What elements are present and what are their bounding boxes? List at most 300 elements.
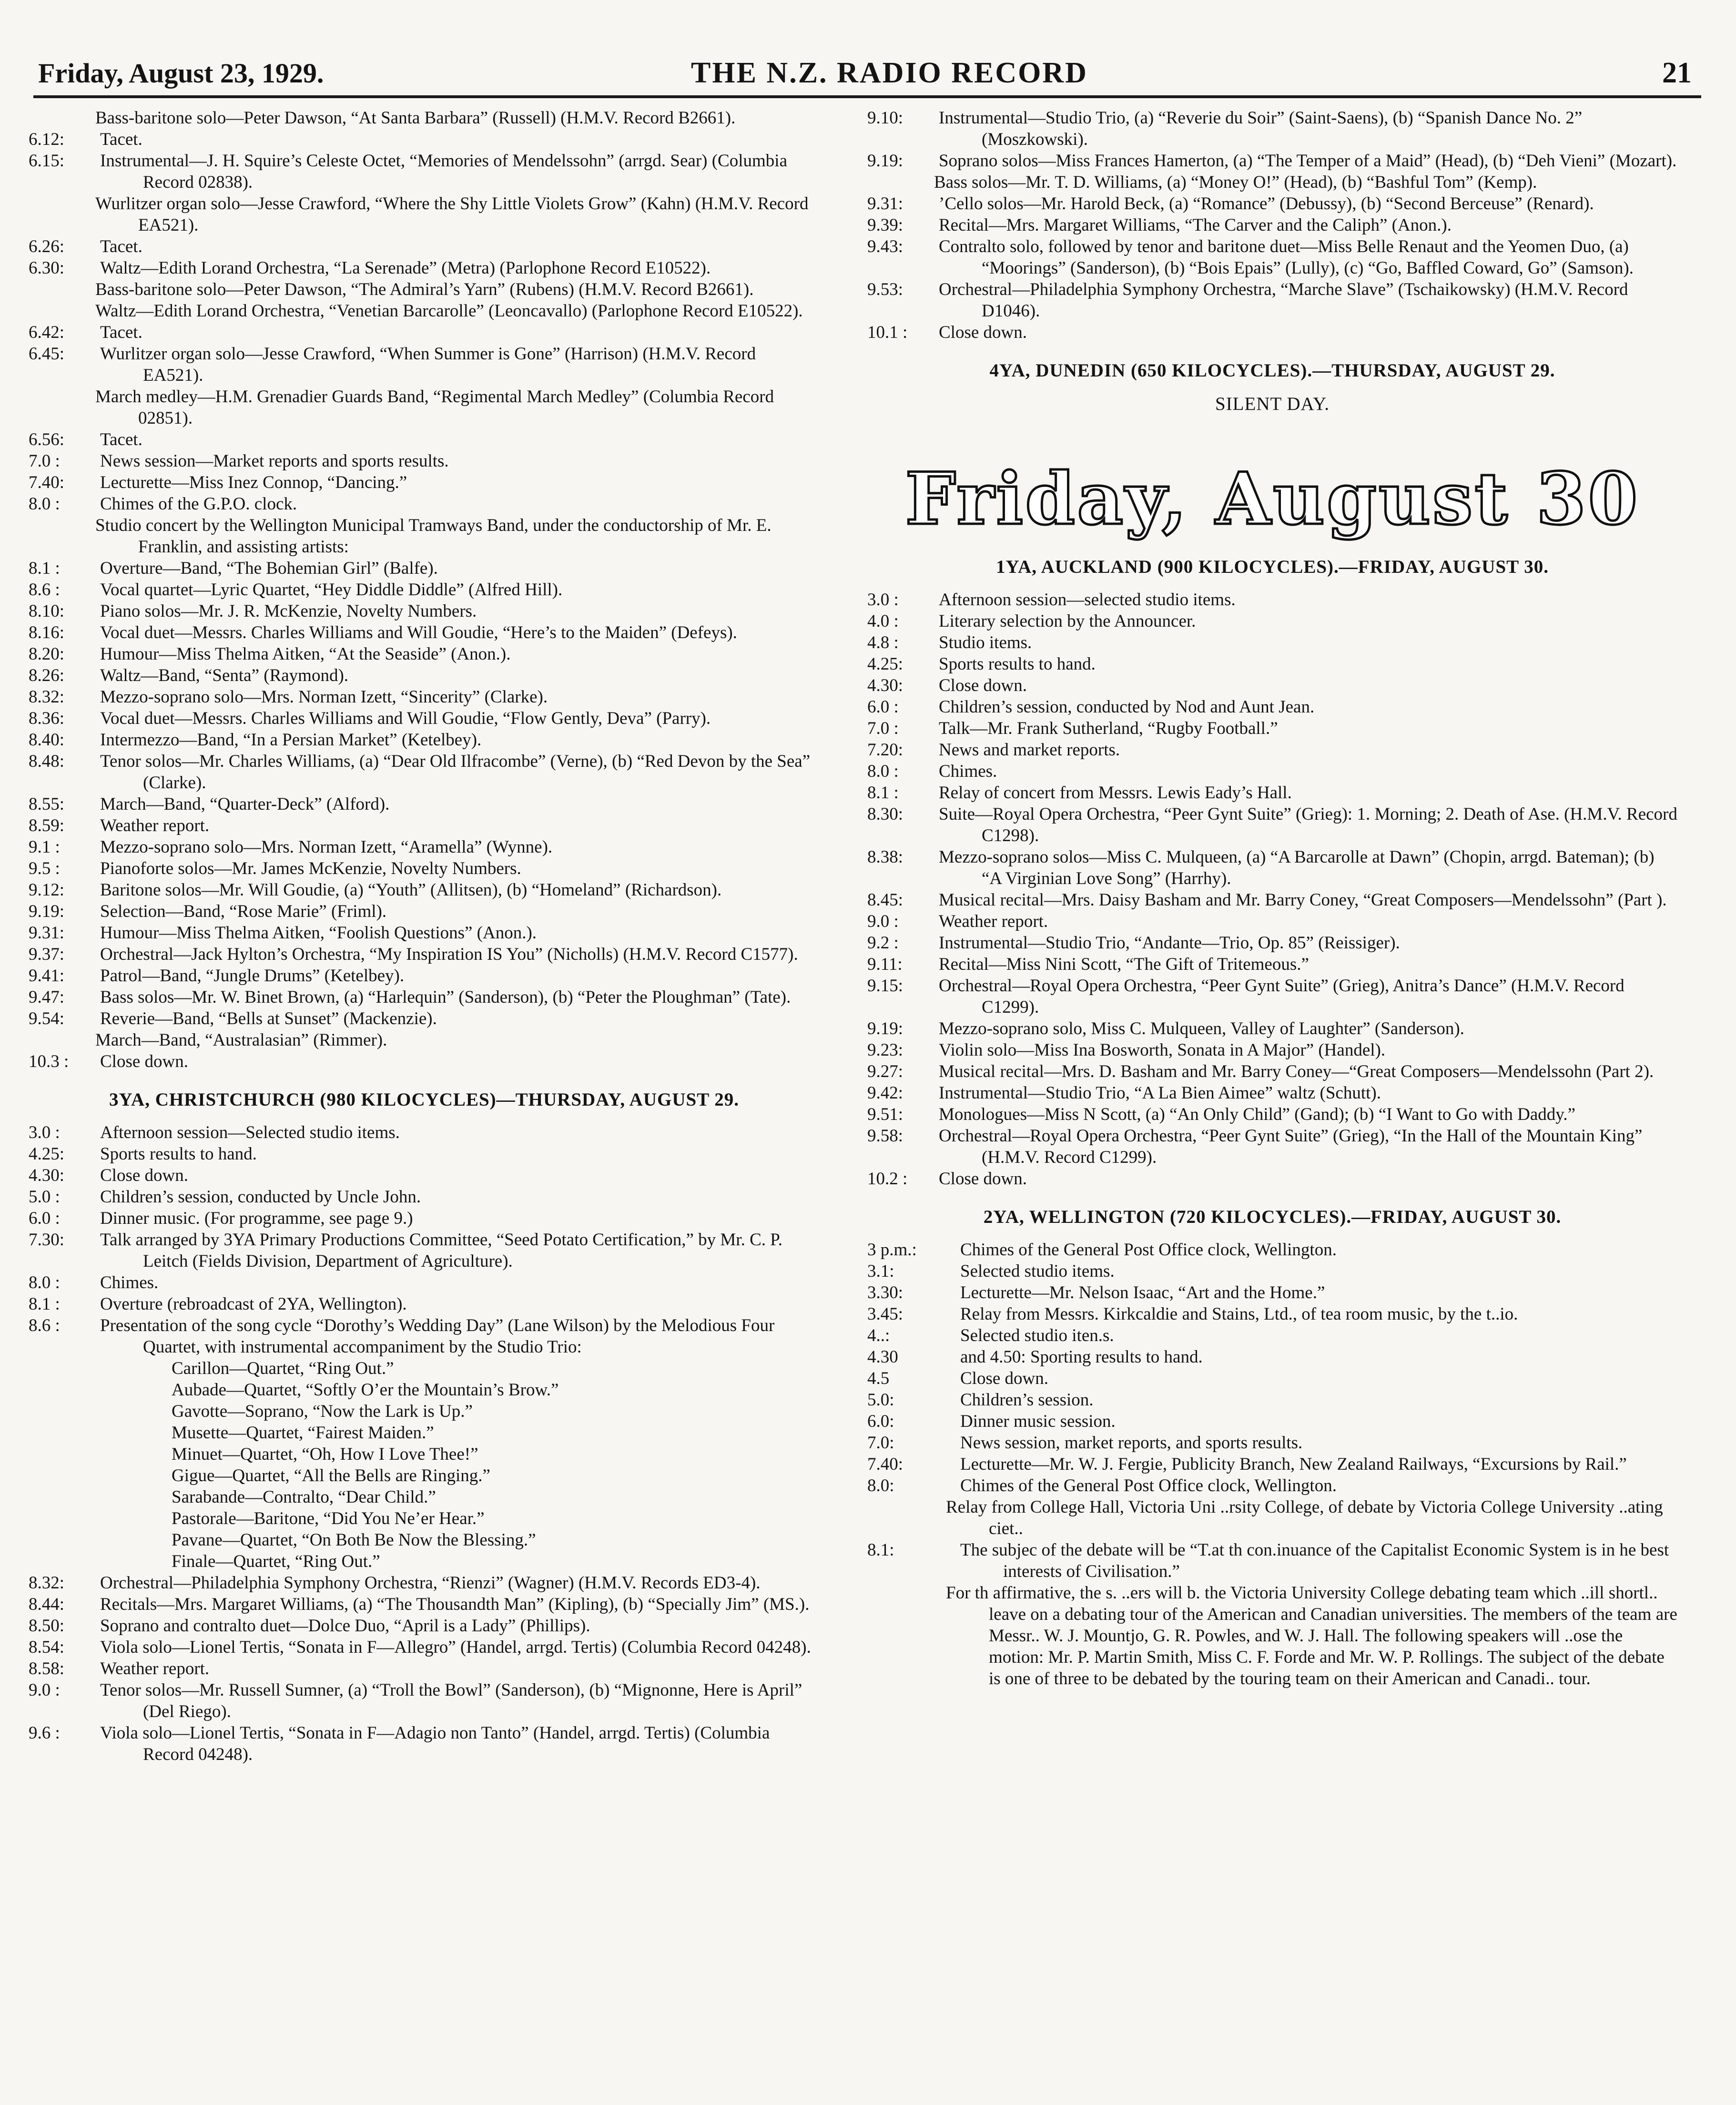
entry-description: Afternoon session—Selected studio items. <box>100 1123 400 1142</box>
entry-description: Musette—Quartet, “Fairest Maiden.” <box>172 1423 434 1443</box>
entry-time: 9.51: <box>867 1105 904 1124</box>
entry-time: 6.42: <box>29 323 65 342</box>
entry-time: 8.50: <box>29 1616 65 1636</box>
programme-entry <box>29 1315 820 1358</box>
entry-time: 5.0 : <box>29 1187 60 1207</box>
programme-entry <box>29 107 820 129</box>
programme-entry <box>867 1368 1677 1389</box>
programme-entry <box>867 1539 1677 1582</box>
entry-description: Tenor solos—Mr. Russell Sumner, (a) “Troll the Bowl” (Sanderson), (b) “Mignonne, Here is April” (Del Riego). <box>100 1680 802 1721</box>
entry-description: News session—Market reports and sports results. <box>100 451 449 471</box>
programme-entry <box>29 622 820 643</box>
programme-entry <box>29 343 820 386</box>
entry-description: Piano solos—Mr. J. R. McKenzie, Novelty Numbers. <box>100 601 477 621</box>
entry-description: Finale—Quartet, “Ring Out.” <box>172 1552 380 1571</box>
entry-description: Talk arranged by 3YA Primary Productions Committee, “Seed Potato Certification,” by Mr. C. P. Leitch (Fields Division, Department of Agriculture). <box>100 1230 782 1271</box>
programme-entry <box>29 515 820 558</box>
programme-entry <box>867 279 1677 322</box>
entry-description: Overture (rebroadcast of 2YA, Wellington). <box>100 1294 407 1314</box>
entry-time: 4.30 <box>867 1347 898 1367</box>
entry-time: 4.25: <box>29 1144 65 1164</box>
entry-time: 8.55: <box>29 794 65 814</box>
programme-entry <box>29 1486 820 1508</box>
entry-time: 9.47: <box>29 987 65 1007</box>
entry-description: Mezzo-soprano solo—Mrs. Norman Izett, “Sincerity” (Clarke). <box>100 687 548 707</box>
entry-description: Bass-baritone solo—Peter Dawson, “At Santa Barbara” (Russell) (H.M.V. Record B2661). <box>95 108 736 128</box>
entry-time: 9.54: <box>29 1009 65 1028</box>
entry-description: Viola solo—Lionel Tertis, “Sonata in F—Allegro” (Handel, arrgd. Tertis) (Columbia Record 04248). <box>100 1637 811 1657</box>
christchurch-header: 3YA, CHRISTCHURCH (980 KILOCYCLES)—THURSDAY, AUGUST 29. <box>109 1089 740 1110</box>
programme-entry <box>867 589 1677 610</box>
entry-time: 4.30: <box>867 676 904 695</box>
programme-entry <box>867 975 1677 1018</box>
entry-description: Mezzo-soprano solo, Miss C. Mulqueen, Valley of Laughter” (Sanderson). <box>939 1019 1464 1038</box>
entry-description: Dinner music. (For programme, see page 9.) <box>100 1209 413 1228</box>
programme-entry <box>867 610 1677 632</box>
entry-description: Presentation of the song cycle “Dorothy’s Wedding Day” (Lane Wilson) by the Melodious Four Quartet, with instrumental accompaniment by the Studio Trio: <box>100 1316 775 1357</box>
entry-description: For th affirmative, the s. ..ers will b. the Victoria University College debating team which ..ill shortl.. leave on a debating tour of the American and Canadian universities. The members of the team are Messr.. W. J. Mountjo, G. R. Powles, and W. J. Hall. The following speakers will ..ose the motion: Mr. P. Martin Smith, Miss C. F. Forde and Mr. W. P. Rollings. The subject of the debate is one of three to be debated by the touring team on their American and Canadi.. tour. <box>946 1583 1677 1688</box>
programme-entry <box>867 932 1677 954</box>
entry-description: Vocal duet—Messrs. Charles Williams and Will Goudie, “Flow Gently, Deva” (Parry). <box>100 709 711 728</box>
entry-time: 9.37: <box>29 945 65 964</box>
auckland-header: 1YA, AUCKLAND (900 KILOCYCLES).—FRIDAY, AUGUST 30. <box>996 557 1549 577</box>
entry-description: Lecturette—Mr. Nelson Isaac, “Art and the Home.” <box>960 1283 1325 1302</box>
programme-entry <box>29 1029 820 1051</box>
christchurch-programme <box>29 1122 820 1765</box>
programme-entry <box>867 1454 1677 1475</box>
programme-entry <box>29 1551 820 1572</box>
entry-description: Orchestral—Philadelphia Symphony Orchestra, “Rienzi” (Wagner) (H.M.V. Records ED3-4). <box>100 1573 761 1593</box>
entry-time: 9.23: <box>867 1040 904 1060</box>
entry-time: 7.40: <box>29 473 65 492</box>
programme-entry <box>867 1125 1677 1168</box>
programme-entry <box>29 193 820 236</box>
entry-description: Sarabande—Contralto, “Dear Child.” <box>172 1487 436 1507</box>
programme-entry <box>29 815 820 836</box>
entry-description: Close down. <box>100 1052 188 1071</box>
entry-description: Soprano and contralto duet—Dolce Duo, “April is a Lady” (Phillips). <box>100 1616 590 1636</box>
entry-time: 9.31: <box>867 194 904 214</box>
entry-description: Selected studio iten.s. <box>960 1326 1114 1345</box>
entry-time: 3.0 : <box>29 1123 60 1142</box>
entry-description: Relay of concert from Messrs. Lewis Eady’s Hall. <box>939 783 1292 803</box>
programme-entry <box>867 761 1677 782</box>
entry-time: 8.0 : <box>29 1273 60 1292</box>
programme-entry <box>29 1529 820 1551</box>
entry-time: 7.30: <box>29 1230 65 1250</box>
entry-description: Tacet. <box>100 323 142 342</box>
entry-time: 9.19: <box>867 151 904 171</box>
programme-entry <box>29 1165 820 1186</box>
entry-time: 8.1: <box>867 1540 894 1560</box>
programme-entry <box>29 493 820 515</box>
entry-time: 8.45: <box>867 890 904 910</box>
programme-entry <box>867 322 1677 343</box>
entry-time: 8.1 : <box>29 1294 60 1314</box>
entry-time: 6.12: <box>29 130 65 149</box>
entry-description: Orchestral—Royal Opera Orchestra, “Peer Gynt Suite” (Grieg), “In the Hall of the Mountain King” (H.M.V. Record C1299). <box>939 1126 1643 1167</box>
programme-entry <box>867 1325 1677 1346</box>
programme-entry <box>867 1039 1677 1061</box>
programme-entry <box>867 1018 1677 1039</box>
entry-time: 8.1 : <box>29 559 60 578</box>
programme-entry <box>867 1104 1677 1125</box>
entry-description: Bass solos—Mr. T. D. Williams, (a) “Money O!” (Head), (b) “Bashful Tom” (Kemp). <box>934 173 1537 192</box>
entry-description: Instrumental—Studio Trio, (a) “Reverie du Soir” (Saint-Saens), (b) “Spanish Dance No. 2” (Moszkowski). <box>939 108 1583 149</box>
programme-entry <box>867 911 1677 932</box>
entry-description: Vocal duet—Messrs. Charles Williams and Will Goudie, “Here’s to the Maiden” (Defeys). <box>100 623 737 642</box>
entry-description: Relay from Messrs. Kirkcaldie and Stains, Ltd., of tea room music, by the t..io. <box>960 1304 1518 1324</box>
entry-description: News session, market reports, and sports results. <box>960 1433 1303 1453</box>
entry-time: 6.45: <box>29 344 65 364</box>
entry-description: Close down. <box>939 1169 1027 1189</box>
entry-time: 10.3 : <box>29 1052 69 1071</box>
entry-description: Gigue—Quartet, “All the Bells are Ringing.” <box>172 1466 490 1485</box>
programme-entry <box>29 793 820 815</box>
programme-entry <box>29 1272 820 1293</box>
entry-description: Selected studio items. <box>960 1261 1115 1281</box>
entry-description: Talk—Mr. Frank Sutherland, “Rugby Football.” <box>939 719 1278 738</box>
programme-entry <box>867 1261 1677 1282</box>
entry-time: 9.1 : <box>29 837 60 857</box>
page-number: 21 <box>1662 57 1692 89</box>
friday-banner: Friday, August 30 <box>905 457 1640 541</box>
programme-entry <box>29 665 820 686</box>
entry-description: Sports results to hand. <box>939 654 1096 674</box>
entry-time: 6.56: <box>29 430 65 449</box>
programme-entry <box>29 472 820 493</box>
entry-time: 8.32: <box>29 687 65 707</box>
entry-description: Baritone solos—Mr. Will Goudie, (a) “Youth” (Allitsen), (b) “Homeland” (Richardson). <box>100 880 722 900</box>
entry-time: 6.15: <box>29 151 65 171</box>
entry-description: and 4.50: Sporting results to hand. <box>960 1347 1203 1367</box>
entry-time: 8.1 : <box>867 783 899 803</box>
programme-entry <box>29 1293 820 1315</box>
programme-entry <box>867 172 1677 193</box>
programme-entry <box>867 1582 1677 1689</box>
entry-time: 8.30: <box>867 804 904 824</box>
programme-entry <box>867 107 1677 150</box>
entry-time: 8.40: <box>29 730 65 750</box>
programme-entry <box>29 450 820 472</box>
programme-entry <box>867 1346 1677 1368</box>
programme-entry <box>29 1379 820 1401</box>
programme-entry <box>29 858 820 879</box>
programme-entry <box>867 653 1677 675</box>
programme-entry <box>29 1401 820 1422</box>
entry-time: 9.53: <box>867 280 904 299</box>
programme-entry <box>29 686 820 708</box>
entry-time: 9.12: <box>29 880 65 900</box>
programme-entry <box>867 1411 1677 1432</box>
entry-time: 9.15: <box>867 976 904 996</box>
entry-time: 7.0: <box>867 1433 894 1453</box>
programme-entry <box>29 1051 820 1072</box>
entry-description: Mezzo-soprano solos—Miss C. Mulqueen, (a) “A Barcarolle at Dawn” (Chopin, arrgd. Bateman); (b) “A Virginian Love Song” (Harrhy). <box>939 847 1655 888</box>
dunedin-silent-day: SILENT DAY. <box>1215 394 1330 414</box>
masthead <box>33 43 1701 98</box>
programme-entry <box>29 1658 820 1679</box>
entry-description: Reverie—Band, “Bells at Sunset” (Mackenzie). <box>100 1009 437 1028</box>
entry-time: 9.42: <box>867 1083 904 1103</box>
entry-description: Musical recital—Mrs. D. Basham and Mr. Barry Coney—“Great Composers—Mendelssohn (Part 2). <box>939 1062 1654 1081</box>
programme-entry <box>29 1572 820 1594</box>
auckland-programme <box>867 589 1677 1190</box>
programme-entry <box>867 696 1677 718</box>
entry-description: Close down. <box>939 676 1027 695</box>
entry-description: Waltz—Edith Lorand Orchestra, “La Serenade” (Metra) (Parlophone Record E10522). <box>100 258 711 278</box>
entry-description: Vocal quartet—Lyric Quartet, “Hey Diddle Diddle” (Alfred Hill). <box>100 580 563 600</box>
entry-time: 8.32: <box>29 1573 65 1593</box>
programme-entry <box>29 1465 820 1486</box>
entry-time: 7.0 : <box>867 719 899 738</box>
entry-time: 9.58: <box>867 1126 904 1146</box>
entry-time: 4.30: <box>29 1166 65 1185</box>
entry-description: Soprano solos—Miss Frances Hamerton, (a) “The Temper of a Maid” (Head), (b) “Deh Vieni” (Mozart). <box>939 151 1677 171</box>
wellington-programme <box>867 1239 1677 1689</box>
programme-entry <box>867 718 1677 739</box>
programme-entry <box>29 322 820 343</box>
entry-description: Waltz—Edith Lorand Orchestra, “Venetian Barcarolle” (Leoncavallo) (Parlophone Record E10522). <box>95 301 803 321</box>
entry-time: 4..: <box>867 1326 890 1345</box>
entry-description: Orchestral—Royal Opera Orchestra, “Peer Gynt Suite” (Grieg), Anitra’s Dance” (H.M.V. Record C1299). <box>939 976 1624 1017</box>
programme-entry <box>29 279 820 300</box>
programme-entry <box>29 879 820 901</box>
entry-description: Pianoforte solos—Mr. James McKenzie, Novelty Numbers. <box>100 859 521 878</box>
entry-time: 9.2 : <box>867 933 899 953</box>
christchurch-programme-continued <box>867 107 1677 343</box>
entry-description: Relay from College Hall, Victoria Uni ..rsity College, of debate by Victoria College University ..ating ciet.. <box>946 1497 1663 1538</box>
entry-description: Minuet—Quartet, “Oh, How I Love Thee!” <box>172 1444 478 1464</box>
programme-entry <box>867 632 1677 653</box>
programme-entry <box>29 558 820 579</box>
entry-time: 8.38: <box>867 847 904 867</box>
entry-description: Weather report. <box>939 912 1048 931</box>
entry-time: 3.30: <box>867 1283 904 1302</box>
entry-description: Children’s session, conducted by Nod and Aunt Jean. <box>939 697 1315 717</box>
entry-time: 8.54: <box>29 1637 65 1657</box>
entry-time: 3.0 : <box>867 590 899 610</box>
programme-entry <box>867 1168 1677 1190</box>
entry-time: 8.10: <box>29 601 65 621</box>
entry-description: Instrumental—J. H. Squire’s Celeste Octet, “Memories of Mendelssohn” (arrgd. Sear) (Columbia Record 02838). <box>100 151 787 192</box>
entry-description: Sports results to hand. <box>100 1144 257 1164</box>
entry-description: March—Band, “Australasian” (Rimmer). <box>95 1030 387 1050</box>
programme-entry <box>29 751 820 793</box>
entry-description: Instrumental—Studio Trio, “Andante—Trio, Op. 85” (Reissiger). <box>939 933 1400 953</box>
entry-time: 6.30: <box>29 258 65 278</box>
programme-entry <box>29 944 820 965</box>
entry-description: Chimes. <box>100 1273 159 1292</box>
entry-description: Weather report. <box>100 1659 210 1678</box>
entry-time: 5.0: <box>867 1390 894 1410</box>
programme-entry <box>29 836 820 858</box>
entry-time: 6.26: <box>29 237 65 256</box>
entry-description: Wurlitzer organ solo—Jesse Crawford, “Where the Shy Little Violets Grow” (Kahn) (H.M.V. Record EA521). <box>95 194 809 235</box>
programme-entry <box>29 986 820 1008</box>
entry-time: 8.0: <box>867 1476 894 1495</box>
entry-time: 8.26: <box>29 666 65 685</box>
programme-entry <box>867 1061 1677 1082</box>
programme-entry <box>867 1239 1677 1261</box>
entry-description: Musical recital—Mrs. Daisy Basham and Mr. Barry Coney, “Great Composers—Mendelssohn” (Part ). <box>939 890 1667 910</box>
issue-date: Friday, August 23, 1929. <box>38 58 324 89</box>
entry-time: 4.8 : <box>867 633 899 652</box>
entry-description: Tacet. <box>100 130 142 149</box>
entry-description: Humour—Miss Thelma Aitken, “At the Seaside” (Anon.). <box>100 644 511 664</box>
programme-entry <box>867 1282 1677 1303</box>
entry-description: Violin solo—Miss Ina Bosworth, Sonata in A Major” (Handel). <box>939 1040 1386 1060</box>
entry-description: Gavotte—Soprano, “Now the Lark is Up.” <box>172 1402 473 1421</box>
programme-entry <box>29 1186 820 1208</box>
entry-time: 7.0 : <box>29 451 60 471</box>
programme-entry <box>29 922 820 944</box>
programme-entry <box>29 1722 820 1765</box>
programme-entry <box>29 901 820 922</box>
programme-entry <box>867 954 1677 975</box>
entry-description: Contralto solo, followed by tenor and baritone duet—Miss Belle Renaut and the Yeomen Duo, (a) “Moorings” (Sanderson), (b) “Bois Epais” (Lully), (c) “Go, Baffled Coward, Go” (Samson). <box>939 237 1634 278</box>
entry-time: 7.20: <box>867 740 904 760</box>
entry-time: 8.36: <box>29 709 65 728</box>
entry-time: 9.43: <box>867 237 904 256</box>
entry-description: Patrol—Band, “Jungle Drums” (Ketelbey). <box>100 966 405 986</box>
entry-description: Literary selection by the Announcer. <box>939 611 1196 631</box>
right-column <box>867 107 1677 1689</box>
programme-entry <box>867 1389 1677 1411</box>
programme-entry <box>29 1208 820 1229</box>
programme-entry <box>29 300 820 322</box>
entry-time: 9.5 : <box>29 859 60 878</box>
entry-description: Close down. <box>939 323 1027 342</box>
entry-description: Studio concert by the Wellington Municipal Tramways Band, under the conductorship of Mr. E. Franklin, and assisting artists: <box>95 516 772 557</box>
entry-time: 8.16: <box>29 623 65 642</box>
programme-entry <box>29 643 820 665</box>
entry-description: Chimes of the General Post Office clock, Wellington. <box>960 1240 1337 1260</box>
dunedin-header: 4YA, DUNEDIN (650 KILOCYCLES).—THURSDAY, AUGUST 29. <box>989 360 1555 381</box>
entry-time: 9.6 : <box>29 1723 60 1743</box>
entry-time: 6.0: <box>867 1412 894 1431</box>
entry-time: 3.45: <box>867 1304 904 1324</box>
entry-time: 10.1 : <box>867 323 908 342</box>
entry-time: 4.25: <box>867 654 904 674</box>
programme-entry <box>29 257 820 279</box>
entry-description: Lecturette—Mr. W. J. Fergie, Publicity Branch, New Zealand Railways, “Excursions by Rail.” <box>960 1454 1627 1474</box>
entry-description: March medley—H.M. Grenadier Guards Band, “Regimental March Medley” (Columbia Record 02851). <box>95 387 774 428</box>
programme-entry <box>867 1303 1677 1325</box>
entry-description: Chimes. <box>939 762 997 781</box>
entry-description: News and market reports. <box>939 740 1120 760</box>
programme-entry <box>29 600 820 622</box>
entry-time: 9.19: <box>29 902 65 921</box>
programme-entry <box>29 1594 820 1615</box>
programme-entry <box>29 1444 820 1465</box>
entry-time: 6.0 : <box>867 697 899 717</box>
programme-entry <box>29 1358 820 1379</box>
programme-entry <box>867 214 1677 236</box>
programme-entry <box>29 1229 820 1272</box>
programme-entry <box>29 1508 820 1529</box>
programme-entry <box>867 889 1677 911</box>
programme-entry <box>29 150 820 193</box>
programme-entry <box>29 1122 820 1143</box>
entry-description: Chimes of the G.P.O. clock. <box>100 494 297 514</box>
entry-description: The subjec of the debate will be “T.at th con.inuance of the Capitalist Economic System is in he best interests of Civilisation.” <box>960 1540 1669 1581</box>
entry-description: Waltz—Band, “Senta” (Raymond). <box>100 666 349 685</box>
entry-description: Studio items. <box>939 633 1032 652</box>
programme-entry <box>29 386 820 429</box>
entry-description: March—Band, “Quarter-Deck” (Alford). <box>100 794 390 814</box>
entry-description: Dinner music session. <box>960 1412 1116 1431</box>
programme-entry <box>29 965 820 986</box>
entry-time: 8.44: <box>29 1595 65 1614</box>
entry-time: 8.0 : <box>867 762 899 781</box>
entry-description: Monologues—Miss N Scott, (a) “An Only Child” (Gand); (b) “I Want to Go with Daddy.” <box>939 1105 1576 1124</box>
programme-entry <box>29 579 820 600</box>
entry-description: Recitals—Mrs. Margaret Williams, (a) “The Thousandth Man” (Kipling), (b) “Specially Jim” (MS.). <box>100 1595 810 1614</box>
programme-entry <box>867 675 1677 696</box>
entry-description: Overture—Band, “The Bohemian Girl” (Balfe). <box>100 559 438 578</box>
programme-entry <box>29 129 820 150</box>
programme-entry <box>867 150 1677 172</box>
programme-entry <box>29 1615 820 1637</box>
entry-description: Bass solos—Mr. W. Binet Brown, (a) “Harlequin” (Sanderson), (b) “Peter the Ploughman” (Tate). <box>100 987 791 1007</box>
entry-description: Selection—Band, “Rose Marie” (Friml). <box>100 902 387 921</box>
entry-description: Suite—Royal Opera Orchestra, “Peer Gynt Suite” (Grieg): 1. Morning; 2. Death of Ase. (H.M.V. Record C1298). <box>939 804 1677 845</box>
entry-description: Lecturette—Miss Inez Connop, “Dancing.” <box>100 473 407 492</box>
entry-description: Afternoon session—selected studio items. <box>939 590 1236 610</box>
programme-entry <box>29 1143 820 1165</box>
entry-time: 8.58: <box>29 1659 65 1678</box>
entry-description: Pavane—Quartet, “On Both Be Now the Blessing.” <box>172 1530 536 1550</box>
wellington-header: 2YA, WELLINGTON (720 KILOCYCLES).—FRIDAY, AUGUST 30. <box>983 1207 1562 1227</box>
entry-description: Close down. <box>960 1369 1048 1388</box>
entry-time: 8.48: <box>29 752 65 771</box>
programme-entry <box>867 1082 1677 1104</box>
entry-time: 9.0 : <box>867 912 899 931</box>
entry-time: 9.31: <box>29 923 65 943</box>
programme-entry <box>867 803 1677 846</box>
entry-description: Recital—Mrs. Margaret Williams, “The Carver and the Caliph” (Anon.). <box>939 215 1452 235</box>
entry-description: Orchestral—Jack Hylton’s Orchestra, “My Inspiration IS You” (Nicholls) (H.M.V. Record C1577). <box>100 945 798 964</box>
entry-time: 10.2 : <box>867 1169 908 1189</box>
entry-time: 8.6 : <box>29 1316 60 1335</box>
programme-entry <box>867 739 1677 761</box>
programme-entry <box>29 236 820 257</box>
entry-description: Wurlitzer organ solo—Jesse Crawford, “When Summer is Gone” (Harrison) (H.M.V. Record EA521). <box>100 344 756 385</box>
entry-description: Tenor solos—Mr. Charles Williams, (a) “Dear Old Ilfracombe” (Verne), (b) “Red Devon by the Sea” (Clarke). <box>100 752 811 793</box>
entry-description: Bass-baritone solo—Peter Dawson, “The Admiral’s Yarn” (Rubens) (H.M.V. Record B2661). <box>95 280 754 299</box>
entry-description: Children’s session. <box>960 1390 1094 1410</box>
entry-time: 9.19: <box>867 1019 904 1038</box>
entry-time: 7.40: <box>867 1454 904 1474</box>
entry-time: 4.0 : <box>867 611 899 631</box>
entry-time: 4.5 <box>867 1369 890 1388</box>
entry-description: Intermezzo—Band, “In a Persian Market” (Ketelbey). <box>100 730 482 750</box>
entry-description: Aubade—Quartet, “Softly O’er the Mountain’s Brow.” <box>172 1380 559 1400</box>
entry-time: 9.11: <box>867 955 903 974</box>
entry-description: Instrumental—Studio Trio, “A La Bien Aimee” waltz (Schutt). <box>939 1083 1381 1103</box>
entry-time: 9.27: <box>867 1062 904 1081</box>
entry-description: Chimes of the General Post Office clock, Wellington. <box>960 1476 1337 1495</box>
entry-description: Mezzo-soprano solo—Mrs. Norman Izett, “Aramella” (Wynne). <box>100 837 553 857</box>
left-column <box>29 107 820 1765</box>
programme-entry <box>29 1679 820 1722</box>
newspaper-title: THE N.Z. RADIO RECORD <box>691 57 1088 89</box>
entry-time: 9.39: <box>867 215 904 235</box>
programme-entry <box>867 236 1677 279</box>
entry-time: 3.1: <box>867 1261 894 1281</box>
programme-entry <box>867 1496 1677 1539</box>
